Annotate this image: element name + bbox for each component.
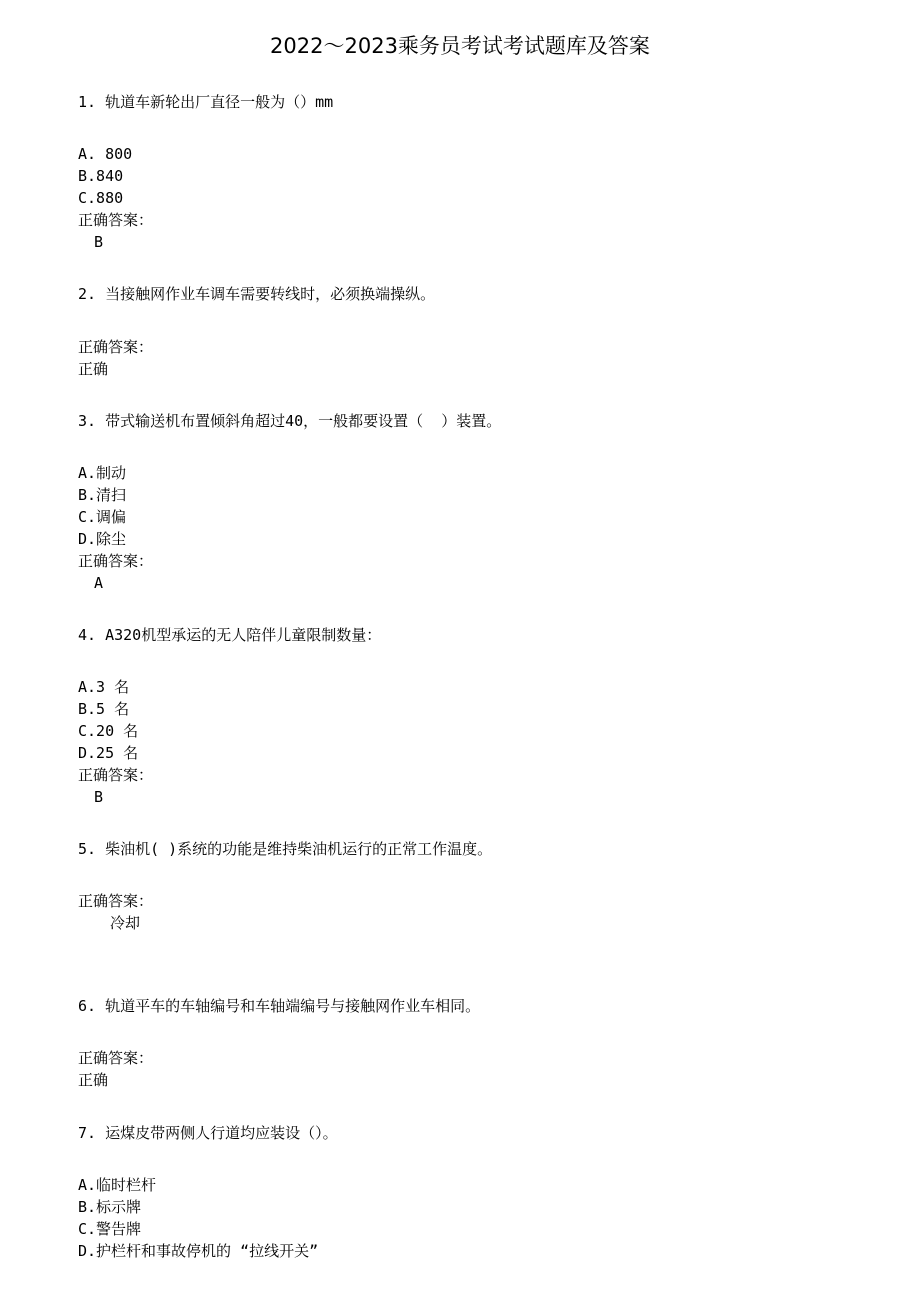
question-7-option-d: D.护栏杆和事故停机的 “拉线开关” bbox=[78, 1242, 319, 1260]
question-5-stem: 5. 柴油机( )系统的功能是维持柴油机运行的正常工作温度。 bbox=[78, 840, 493, 858]
question-1-option-a: A. 800 bbox=[78, 145, 133, 163]
question-4-option-d: D.25 名 bbox=[78, 744, 139, 762]
question-3-stem: 3. 带式输送机布置倾斜角超过40，一般都要设置（ ）装置。 bbox=[78, 412, 502, 430]
question-2-answer: 正确 bbox=[78, 360, 109, 378]
question-7-option-b: B.标示牌 bbox=[78, 1198, 142, 1216]
question-3-option-c: C.调偏 bbox=[78, 508, 127, 526]
question-3-option-a: A.制动 bbox=[78, 464, 127, 482]
question-4-option-c: C.20 名 bbox=[78, 722, 139, 740]
question-2-answer-label: 正确答案： bbox=[78, 338, 154, 356]
question-4-answer: B bbox=[94, 788, 104, 806]
question-1-stem: 1. 轨道车新轮出厂直径一般为（）mm bbox=[78, 93, 334, 111]
question-4-stem: 4. A320机型承运的无人陪伴儿童限制数量： bbox=[78, 626, 382, 644]
question-6-answer: 正确 bbox=[78, 1071, 109, 1089]
document-title: 2022～2023乘务员考试考试题库及答案 bbox=[270, 34, 650, 58]
question-4-option-a: A.3 名 bbox=[78, 678, 130, 696]
question-4-option-b: B.5 名 bbox=[78, 700, 130, 718]
question-5-answer-label: 正确答案： bbox=[78, 892, 154, 910]
question-5-answer: 冷却 bbox=[110, 914, 141, 932]
question-7-option-a: A.临时栏杆 bbox=[78, 1176, 157, 1194]
question-1-option-b: B.840 bbox=[78, 167, 124, 185]
question-6-answer-label: 正确答案： bbox=[78, 1049, 154, 1067]
question-7-stem: 7. 运煤皮带两侧人行道均应装设（）。 bbox=[78, 1124, 338, 1142]
question-3-option-b: B.清扫 bbox=[78, 486, 127, 504]
question-3-answer: A bbox=[94, 574, 104, 592]
question-4-answer-label: 正确答案： bbox=[78, 766, 154, 784]
question-6-stem: 6. 轨道平车的车轴编号和车轴端编号与接触网作业车相同。 bbox=[78, 997, 481, 1015]
question-7-option-c: C.警告牌 bbox=[78, 1220, 142, 1238]
question-1-option-c: C.880 bbox=[78, 189, 124, 207]
question-3-option-d: D.除尘 bbox=[78, 530, 127, 548]
question-3-answer-label: 正确答案： bbox=[78, 552, 154, 570]
question-2-stem: 2. 当接触网作业车调车需要转线时，必须换端操纵。 bbox=[78, 285, 436, 303]
question-1-answer: B bbox=[94, 233, 104, 251]
question-1-answer-label: 正确答案： bbox=[78, 211, 154, 229]
